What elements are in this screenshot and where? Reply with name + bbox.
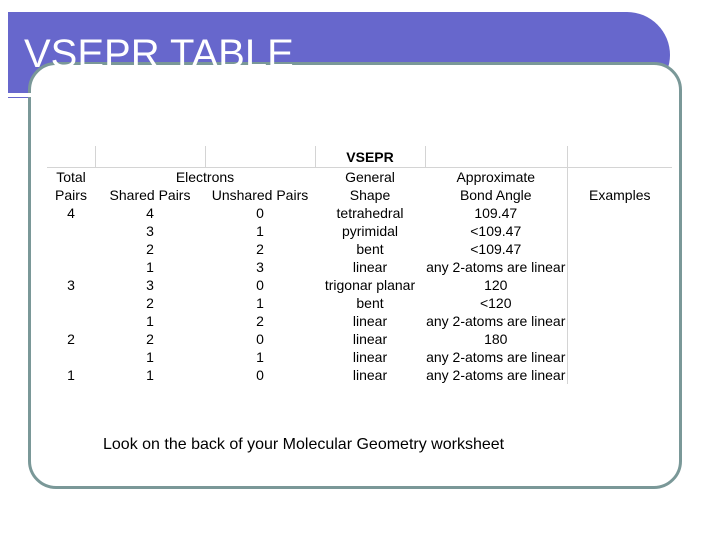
table-cell: 3 (146, 277, 154, 293)
table-cell: any 2-atoms are linear (426, 349, 566, 365)
table-cell: 0 (256, 331, 264, 347)
table-cell: 2 (67, 331, 75, 347)
table-cell: 1 (146, 259, 154, 275)
table-row (47, 294, 672, 312)
header-total: Total (56, 169, 86, 185)
table-cell: any 2-atoms are linear (426, 367, 566, 383)
table-cell: 1 (146, 313, 154, 329)
header-shape: Shape (349, 187, 391, 203)
table-cell: 1 (67, 367, 75, 383)
table-cell: 0 (256, 205, 264, 221)
table-cell: linear (352, 331, 388, 347)
table-cell: any 2-atoms are linear (426, 313, 566, 329)
table-cell: linear (352, 367, 388, 383)
table-cell: pyrimidal (341, 223, 398, 239)
table-cell: trigonar planar (324, 277, 416, 293)
table-cell: 4 (146, 205, 154, 221)
table-cell: 1 (256, 295, 264, 311)
table-cell: 0 (256, 277, 264, 293)
table-cell: 2 (256, 313, 264, 329)
header-pairs: Pairs (55, 187, 87, 203)
header-row-1 (47, 168, 672, 187)
table-cell: 3 (256, 259, 264, 275)
header-unshared-pairs: Unshared Pairs (211, 187, 309, 203)
table-cell: linear (352, 259, 388, 275)
table-cell: 109.47 (425, 204, 567, 222)
table-cell: 4 (67, 205, 75, 221)
table-row (47, 204, 672, 222)
table-row (47, 312, 672, 330)
table-cell: linear (352, 349, 388, 365)
header-approximate: Approximate (425, 168, 567, 187)
table-caption: VSEPR (315, 146, 425, 168)
table-cell: <109.47 (425, 240, 567, 258)
table-cell: linear (352, 313, 388, 329)
table-cell: 1 (146, 349, 154, 365)
slide-title: VSEPR TABLE (24, 32, 294, 76)
vsepr-table (47, 146, 672, 384)
footer-note: Look on the back of your Molecular Geometry worksheet (103, 436, 505, 453)
table-cell: 2 (256, 241, 264, 257)
table-cell (47, 348, 95, 366)
table-cell: bent (356, 295, 384, 311)
table-cell: 120 (425, 276, 567, 294)
table-cell: 3 (67, 277, 75, 293)
header-shared-pairs: Shared Pairs (109, 187, 191, 203)
table-cell: 3 (146, 223, 154, 239)
table-cell: 2 (146, 241, 154, 257)
header-bond-angle: Bond Angle (425, 186, 567, 204)
table-cell: any 2-atoms are linear (426, 259, 566, 275)
header-general: General (345, 169, 395, 185)
table-cell (47, 294, 95, 312)
title-underline (8, 93, 638, 97)
table-row (47, 366, 672, 384)
table-cell: 1 (256, 223, 264, 239)
table-cell (47, 258, 95, 276)
table-cell: 2 (146, 331, 154, 347)
table-row (47, 276, 672, 294)
table-cell: 0 (256, 367, 264, 383)
table-row (47, 330, 672, 348)
table-cell (47, 222, 95, 240)
table-cell: <109.47 (425, 222, 567, 240)
table-row (47, 258, 672, 276)
table-cell: tetrahedral (336, 205, 404, 221)
table-cell: 1 (146, 367, 154, 383)
table-cell: 180 (425, 330, 567, 348)
header-examples: Examples (589, 187, 651, 203)
vsepr-table-image (47, 146, 672, 392)
table-cell: <120 (425, 294, 567, 312)
table-body (47, 204, 672, 384)
table-row (47, 348, 672, 366)
table-cell: 2 (146, 295, 154, 311)
table-row (47, 222, 672, 240)
table-caption-row (47, 146, 672, 168)
header-row-2 (47, 186, 672, 204)
table-cell (47, 312, 95, 330)
header-electrons: Electrons (175, 169, 235, 185)
table-cell (47, 240, 95, 258)
table-row (47, 240, 672, 258)
table-cell: 1 (256, 349, 264, 365)
table-cell: bent (356, 241, 384, 257)
